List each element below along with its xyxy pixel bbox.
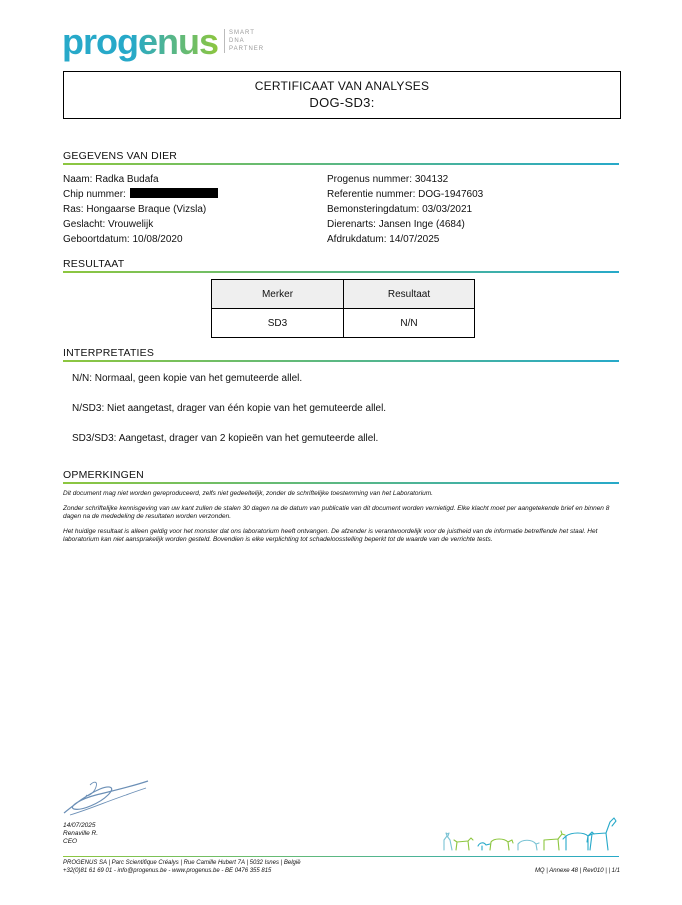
interpretation-affected: SD3/SD3: Aangetast, drager van 2 kopieën van het gemuteerde allel. [72, 433, 379, 444]
certificate-title-box [63, 71, 621, 119]
interpretation-nn: N/N: Normaal, geen kopie van het gemuteerde allel. [72, 373, 303, 384]
section-animal-data [63, 150, 619, 162]
section-interpretations [63, 347, 619, 359]
field-name: Naam: Radka Budafa [63, 174, 159, 185]
redacted-chip-number [130, 188, 218, 198]
field-sampling-date: Bemonsteringdatum: 03/03/2021 [327, 204, 473, 215]
footer-divider [63, 856, 619, 857]
header-marker: Merker [212, 280, 344, 309]
footer-contact: +32(0)81 61 69 01 - info@progenus.be - www.progenus.be - BE 0476 355 815 [63, 868, 272, 874]
certificate-title: CERTIFICAAT VAN ANALYSES [254, 79, 430, 93]
field-progenus-number: Progenus nummer: 304132 [327, 174, 449, 185]
test-code: DOG-SD3: [309, 95, 375, 110]
logo-tag-dna: DNA [229, 38, 245, 44]
remark-sample-retention: Zonder schriftelijke kennisgeving van uw kant zullen de stalen 30 dagen na de datum van publicatie van dit document worden vernietigd. Elke klacht moet per aangetekende brief en binnen 8 dagen na de mededeling de resultaten worden verzonden. [63, 504, 610, 520]
signature-date: 14/07/2025 [63, 822, 96, 829]
section-animal-heading: GEGEVENS VAN DIER [63, 150, 178, 162]
signatory-role: CEO [63, 838, 78, 845]
logo-tag-partner: PARTNER [229, 46, 265, 52]
section-divider [63, 271, 619, 273]
cell-marker: SD3 [212, 309, 344, 338]
field-print-date: Afdrukdatum: 14/07/2025 [327, 234, 440, 245]
logo-tag-smart: SMART [229, 30, 255, 36]
result-table [211, 279, 475, 338]
interpretation-carrier: N/SD3: Niet aangetast, drager van één kopie van het gemuteerde allel. [72, 403, 387, 414]
signature-block [63, 822, 98, 846]
field-reference-number: Referentie nummer: DOG-1947603 [327, 189, 484, 200]
remarks-text [63, 490, 619, 551]
section-divider [63, 360, 619, 362]
footer-document-ref: MQ | Annexe 48 | Rev010 | | 1/1 [534, 868, 620, 874]
field-birthdate: Geboortdatum: 10/08/2020 [63, 234, 183, 245]
section-divider [63, 163, 619, 165]
remark-validity: Het huidige resultaat is alleen geldig voor het monster dat ons laboratorium heeft ontvangen. De afzender is verantwoordelijk voor de juistheid van de informatie betreffende het staal. Het laboratorium kan niet aansprakelijk worden gesteld. Bovendien is elke verplichting tot schadeloosstelling beperkt tot de waarde van de verrichte tests. [63, 527, 598, 543]
header-result: Resultaat [344, 280, 475, 309]
animal-silhouettes-graphic [438, 806, 620, 854]
cell-result: N/N [344, 309, 475, 338]
section-interpretations-heading: INTERPRETATIES [63, 347, 155, 359]
section-result [63, 258, 619, 270]
logo-tagline [224, 29, 264, 53]
table-row [212, 309, 475, 338]
signatory-name: Renaville R. [63, 830, 99, 837]
field-sex: Geslacht: Vrouwelijk [63, 219, 154, 230]
section-result-heading: RESULTAAT [63, 258, 125, 270]
logo-wordmark: progenus [62, 21, 219, 62]
progenus-logo [62, 22, 264, 62]
field-chip-number: Chip nummer: [63, 187, 218, 202]
section-remarks [63, 469, 619, 481]
remark-reproduction: Dit document mag niet worden gereproduceerd, zelfs niet gedeeltelijk, zonder de schriftelijke toestemming van het Laboratorium. [63, 490, 433, 497]
animal-fields-right [327, 172, 483, 247]
footer-company-address: PROGENUS SA | Parc Scientifique Créalys | Rue Camille Hubert 7A | 5032 Isnes | België [63, 860, 301, 866]
footer-address [63, 859, 301, 875]
field-veterinarian: Dierenarts: Jansen Inge (4684) [327, 219, 465, 230]
result-table-header [212, 280, 475, 309]
section-divider [63, 482, 619, 484]
section-remarks-heading: OPMERKINGEN [63, 469, 144, 481]
signature-image [60, 775, 152, 819]
animal-fields-left [63, 172, 218, 247]
field-breed: Ras: Hongaarse Braque (Vizsla) [63, 204, 207, 215]
